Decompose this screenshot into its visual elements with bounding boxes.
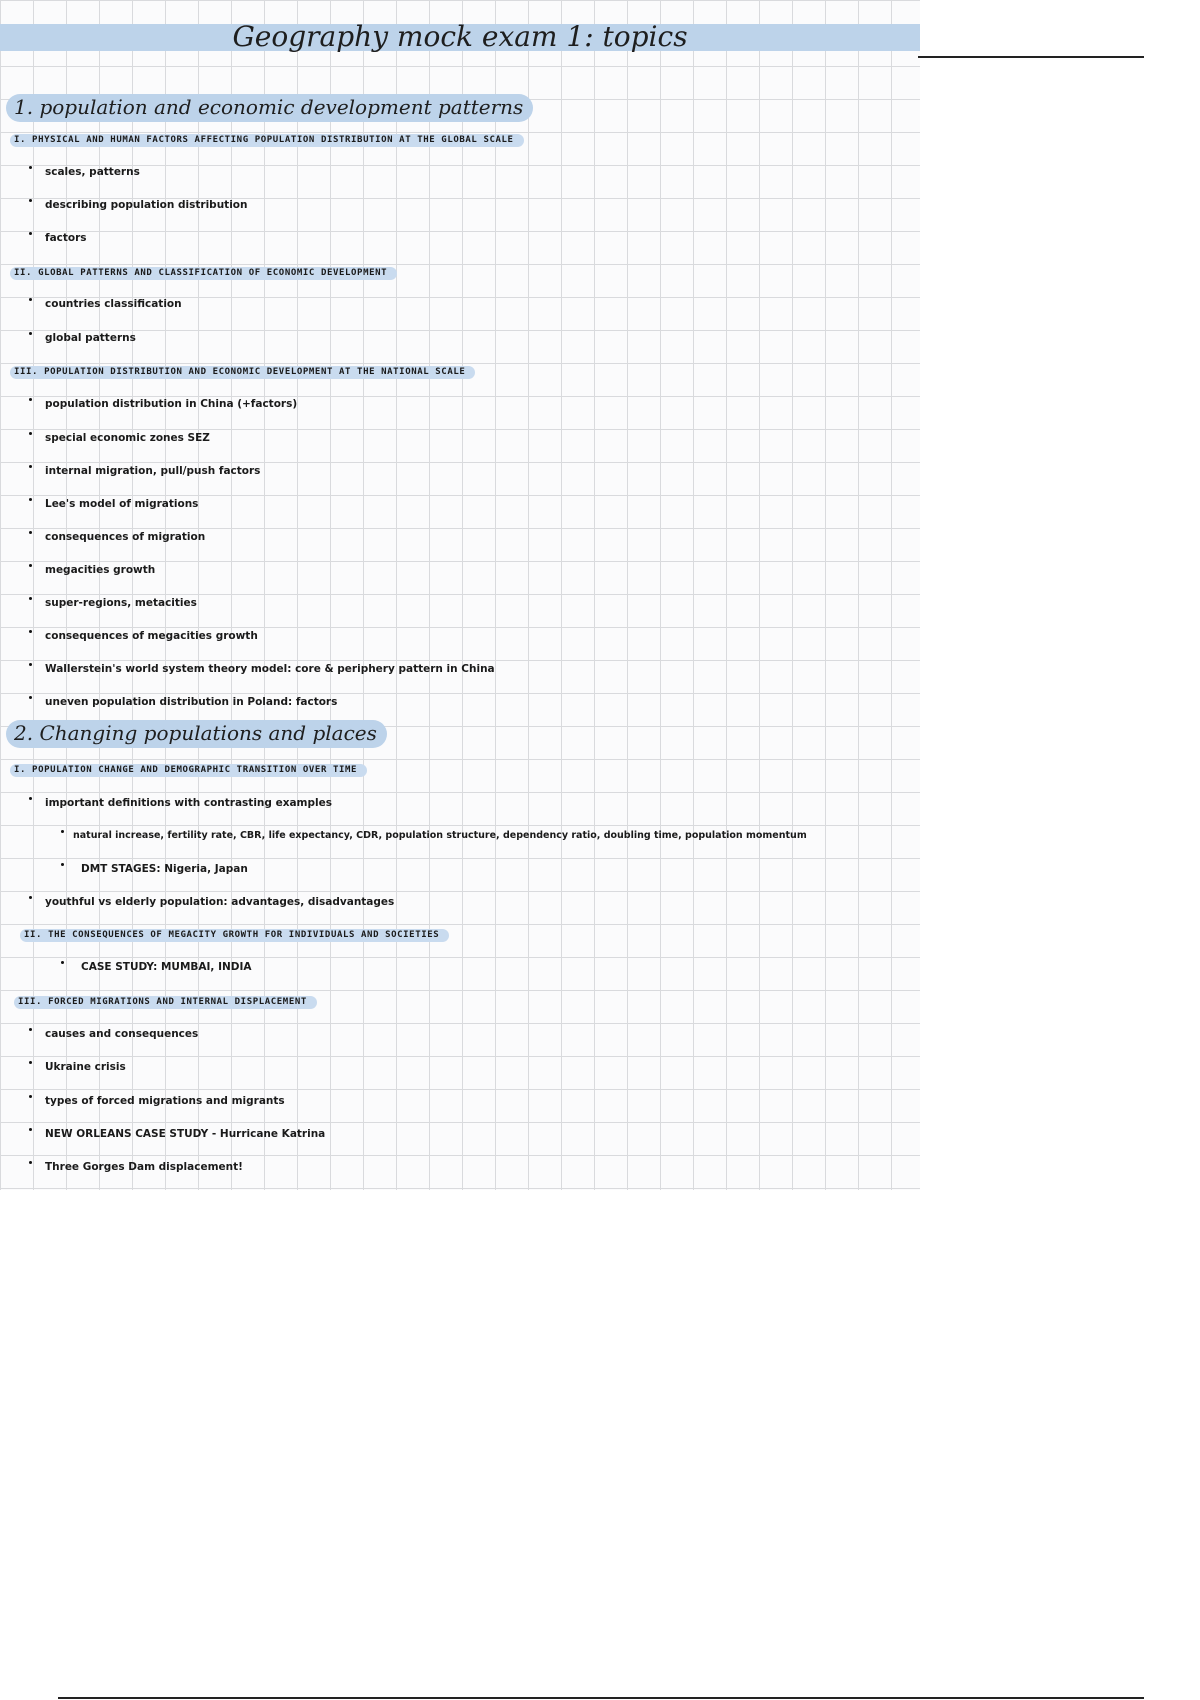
list-item: Lee's model of migrations [45,498,199,510]
bullet-icon [61,961,64,964]
bullet-icon [29,432,32,435]
list-item: population distribution in China (+factors) [45,398,298,410]
list-item: describing population distribution [45,199,248,211]
bullet-icon [61,863,64,866]
bullet-icon [29,1095,32,1098]
bullet-icon [29,896,32,899]
bullet-icon [29,498,32,501]
subheading: III. FORCED MIGRATIONS AND INTERNAL DISPLACEMENT [14,996,317,1009]
bullet-icon [29,630,32,633]
bullet-icon [61,830,64,833]
list-item: youthful vs elderly population: advantages, disadvantages [45,896,395,908]
subheading: III. POPULATION DISTRIBUTION AND ECONOMIC DEVELOPMENT AT THE NATIONAL SCALE [10,366,475,379]
list-item: types of forced migrations and migrants [45,1095,285,1107]
list-item: megacities growth [45,564,156,576]
list-item: scales, patterns [45,166,140,178]
bullet-icon [29,332,32,335]
subheading: II. GLOBAL PATTERNS AND CLASSIFICATION OF ECONOMIC DEVELOPMENT [10,267,397,280]
bullet-icon [29,398,32,401]
list-item: uneven population distribution in Poland: factors [45,696,338,708]
list-item: consequences of migration [45,531,206,543]
bottom-rule [58,1697,1144,1699]
bullet-icon [29,1028,32,1031]
list-item: causes and consequences [45,1028,199,1040]
bullet-icon [29,298,32,301]
bullet-icon [29,564,32,567]
list-item: Three Gorges Dam displacement! [45,1161,243,1173]
bullet-icon [29,232,32,235]
list-item: factors [45,232,87,244]
section-heading: 2. Changing populations and places [6,720,387,748]
bullet-icon [29,199,32,202]
top-rule [918,56,1144,58]
section-heading: 1. population and economic development patterns [6,94,533,122]
bullet-icon [29,1061,32,1064]
list-item: countries classification [45,298,182,310]
list-item: Ukraine crisis [45,1061,126,1073]
bullet-icon [29,1161,32,1164]
bullet-icon [29,696,32,699]
bullet-icon [29,797,32,800]
list-item: consequences of megacities growth [45,630,258,642]
subheading: I. POPULATION CHANGE AND DEMOGRAPHIC TRANSITION OVER TIME [10,764,367,777]
list-item: global patterns [45,332,136,344]
subheading: I. PHYSICAL AND HUMAN FACTORS AFFECTING POPULATION DISTRIBUTION AT THE GLOBAL SCALE [10,134,524,147]
bullet-icon [29,1128,32,1131]
list-item: special economic zones SEZ [45,432,210,444]
bullet-icon [29,663,32,666]
page-title: Geography mock exam 1: topics [232,20,688,53]
list-item: Wallerstein's world system theory model: core & periphery pattern in China [45,663,495,675]
list-item: internal migration, pull/push factors [45,465,261,477]
list-item: natural increase, fertility rate, CBR, life expectancy, CDR, population structure, dependency ratio, doubling time, population momentum [73,830,807,841]
list-item: DMT STAGES: Nigeria, Japan [81,863,248,875]
subheading: II. THE CONSEQUENCES OF MEGACITY GROWTH FOR INDIVIDUALS AND SOCIETIES [20,929,449,942]
list-item: NEW ORLEANS CASE STUDY - Hurricane Katrina [45,1128,326,1140]
list-item: super-regions, metacities [45,597,197,609]
list-item: CASE STUDY: MUMBAI, INDIA [81,961,252,973]
bullet-icon [29,166,32,169]
list-item: important definitions with contrasting examples [45,797,332,809]
bullet-icon [29,465,32,468]
bullet-icon [29,531,32,534]
bullet-icon [29,597,32,600]
